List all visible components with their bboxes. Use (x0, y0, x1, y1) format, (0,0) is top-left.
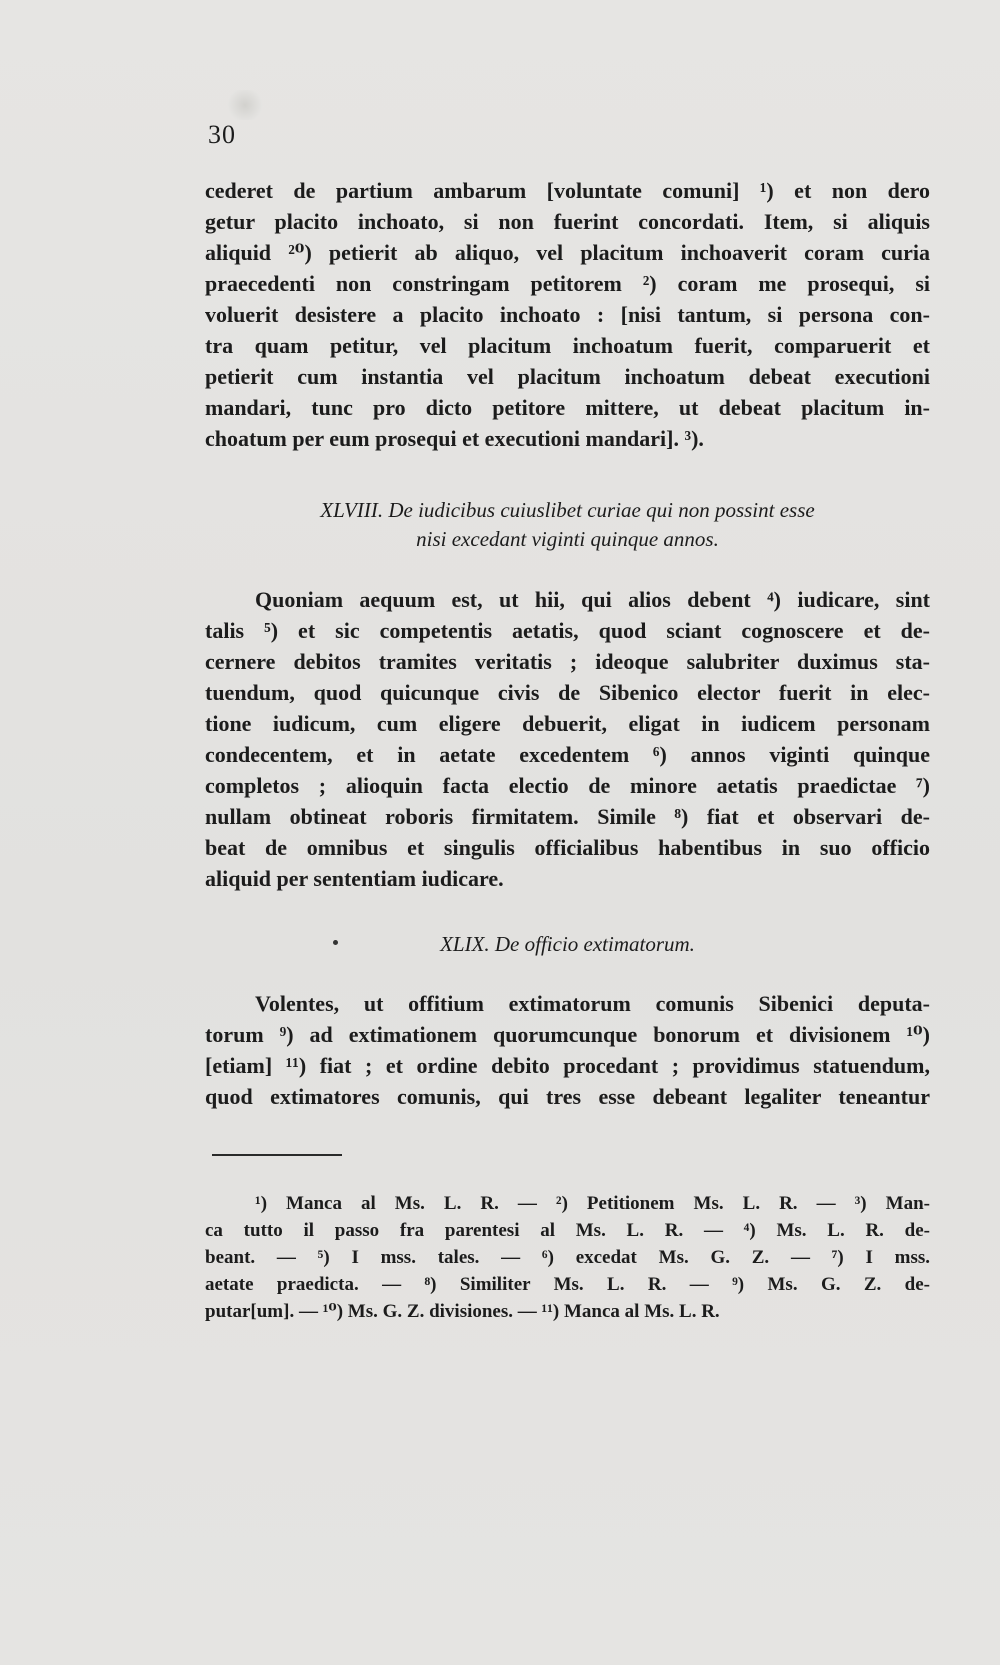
text-line: condecentem, et in aetate excedentem ⁶) annos viginti quinque (205, 742, 930, 767)
text-line: mandari, tunc pro dicto petitore mittere, ut debeat placitum in- (205, 395, 930, 420)
text-line: praecedenti non constringam petitorem ²) coram me prosequi, si (205, 271, 930, 296)
text-line: nullam obtineat roboris firmitatem. Simile ⁸) fiat et observari de- (205, 804, 930, 829)
text-line: Volentes, ut offitium extimatorum comunis Sibenici deputa- (255, 991, 930, 1016)
text-line: completos ; alioquin facta electio de minore aetatis praedictae ⁷) (205, 773, 930, 798)
text-line: aliquid per sententiam iudicare. (205, 866, 504, 891)
text-line: quod extimatores comunis, qui tres esse debeant legaliter teneantur (205, 1084, 930, 1109)
footnote-line: aetate praedicta. — ⁸) Similiter Ms. L. R. — ⁹) Ms. G. Z. de- (205, 1274, 930, 1295)
text-line: [etiam] ¹¹) fiat ; et ordine debito procedant ; providimus statuendum, (205, 1053, 930, 1078)
text-line: aliquid ²⁰) petierit ab aliquo, vel placitum inchoaverit coram curia (205, 240, 930, 265)
footnote-line: ca tutto il passo fra parentesi al Ms. L. R. — ⁴) Ms. L. R. de- (205, 1220, 930, 1241)
text-line: getur placito inchoato, si non fuerint concordati. Item, si aliquis (205, 209, 930, 234)
text-line: tra quam petitur, vel placitum inchoatum fuerit, comparuerit et (205, 333, 930, 358)
text-line: torum ⁹) ad extimationem quorumcunque bonorum et divisionem ¹⁰) (205, 1022, 930, 1047)
section-heading-49 (205, 930, 930, 959)
footnotes (205, 1190, 930, 1325)
paragraph-48 (205, 584, 930, 894)
paragraph-49 (205, 988, 930, 1112)
text-line: Quoniam aequum est, ut hii, qui alios debent ⁴) iudicare, sint (255, 587, 930, 612)
heading-line: XLVIII. De iudicibus cuiuslibet curiae qui non possint esse (320, 498, 815, 522)
footnote-line: beant. — ⁵) I mss. tales. — ⁶) excedat Ms. G. Z. — ⁷) I mss. (205, 1247, 930, 1268)
page-number: 30 (208, 120, 236, 149)
text-line: cernere debitos tramites veritatis ; ideoque salubriter duximus sta- (205, 649, 930, 674)
text-line: choatum per eum prosequi et executioni mandari]. ³). (205, 426, 704, 451)
text-line: tione iudicum, cum eligere debuerit, eligat in iudicem personam (205, 711, 930, 736)
section-heading-48 (205, 496, 930, 554)
top-paragraph (205, 175, 930, 454)
footnote-line: putar[um]. — ¹⁰) Ms. G. Z. divisiones. — ¹¹) Manca al Ms. L. R. (205, 1301, 720, 1322)
heading-line: XLIX. De officio extimatorum. (440, 932, 695, 956)
heading-line: nisi excedant viginti quinque annos. (416, 527, 719, 551)
text-line: beat de omnibus et singulis officialibus habentibus in suo officio (205, 835, 930, 860)
text-line: petierit cum instantia vel placitum inchoatum debeat executioni (205, 364, 930, 389)
footnote-rule (212, 1154, 342, 1156)
footnote-line: ¹) Manca al Ms. L. R. — ²) Petitionem Ms. L. R. — ³) Man- (255, 1193, 930, 1214)
page-stain (225, 90, 265, 120)
text-line: tuendum, quod quicunque civis de Sibenico elector fuerit in elec- (205, 680, 930, 705)
text-line: voluerit desistere a placito inchoato : [nisi tantum, si persona con- (205, 302, 930, 327)
text-line: cederet de partium ambarum [voluntate comuni] ¹) et non dero (205, 178, 930, 203)
text-line: talis ⁵) et sic competentis aetatis, quod sciant cognoscere et de- (205, 618, 930, 643)
